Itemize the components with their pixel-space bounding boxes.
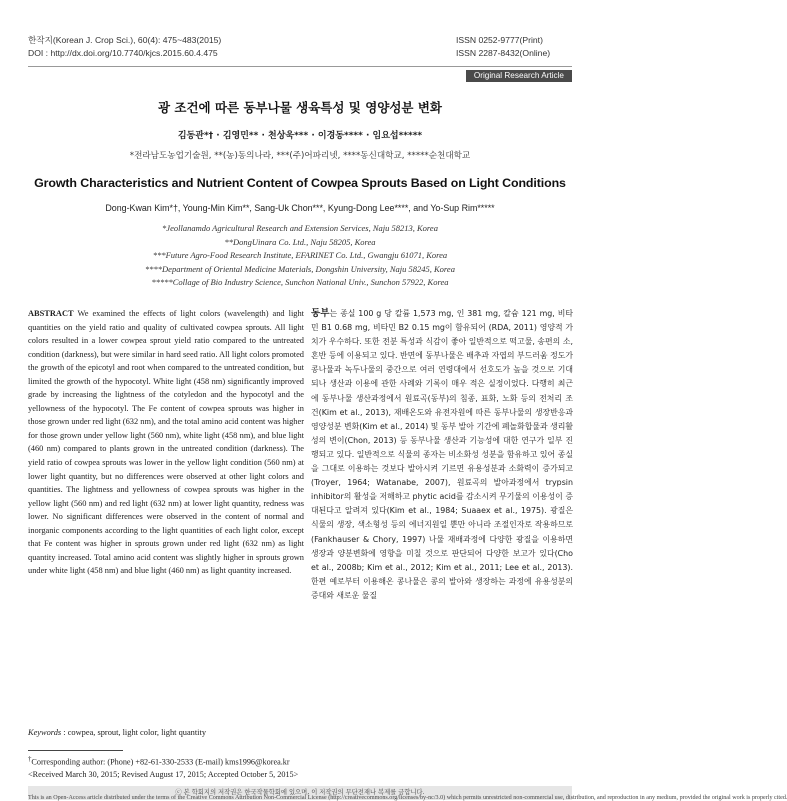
abstract bbox=[28, 307, 304, 578]
corresponding-author: Corresponding author: (Phone) +82-61-330-2533 (E-mail) kms1996@korea.kr bbox=[31, 757, 290, 767]
footnote-divider bbox=[28, 750, 123, 751]
journal-header bbox=[28, 34, 221, 60]
affiliation-line: **DongUinara Co. Ltd., Naju 58205, Korea bbox=[224, 236, 376, 247]
article-type-badge: Original Research Article bbox=[466, 70, 572, 82]
issn-print: ISSN 0252-9777(Print) bbox=[456, 35, 543, 45]
affiliation-line: *Jeollanamdo Agricultural Research and Extension Services, Naju 58213, Korea bbox=[162, 223, 438, 233]
abstract-label: ABSTRACT bbox=[28, 309, 74, 318]
abstract-text: We examined the effects of light colors (wavelength) and light quantities on the yield ratio and quality of cultivated cowpea sprouts. All light colors resulted in a lower cowpea sprout yield ratio compared to the untreated condition (darkness), but were similar in hard seed ratio. All light colors promoted the growth of the epicotyl and root when compared to the untreated condition, but limited the growth of the hypocotyl. White light (458 nm) significantly improved grade by increasing the lightness of the cotyledon and the hypocotyl and the yellowness of the hypocotyl. The Fe content of cowpea sprouts was higher in those grown under red light (632 nm), and the total amino acid content was higher for those grown under yellow light (560 nm), white light (458 nm), and blue light (460 nm) compared to plants grown in the untreated condition (darkness). The yield ratio of cowpea sprouts was lower in the yellow light condition (560 nm) at lower light quantity, but no differences were observed at other light colors and quantities. The lightness and yellowness of cowpea sprouts was higher in the yellow light (560 nm) and red light (632 nm) at lower light quantity, redness was lower. No significant differences were observed in the content of normal and inorganic components according to the light quantities of each light color, except that Fe content was higher in sprouts grown under red light (632 nm) as light quantity increased. Total amino acid content was slightly higher in sprouts grown under white light (458 nm) and blue light (460 nm) as light quantity increased. bbox=[28, 309, 304, 576]
footnote bbox=[28, 754, 298, 782]
header-divider bbox=[28, 66, 572, 67]
title-english: Growth Characteristics and Nutrient Content of Cowpea Sprouts Based on Light Conditions bbox=[34, 176, 566, 190]
authors-english: Dong-Kwan Kim*†, Young-Min Kim**, Sang-Uk Chon***, Kyung-Dong Lee****, and Yo-Sup Rim***** bbox=[105, 203, 495, 213]
license-bar bbox=[28, 786, 787, 801]
received-dates: <Received March 30, 2015; Revised August 17, 2015; Accepted October 5, 2015> bbox=[28, 770, 299, 780]
affiliation-line: ****Department of Oriental Medicine Materials, Dongshin University, Naju 58245, Korea bbox=[145, 263, 455, 274]
keywords bbox=[28, 728, 304, 737]
dagger-mark: † bbox=[28, 756, 32, 763]
journal-citation: 한작지(Korean J. Crop Sci.), 60(4): 475~483(2015) bbox=[28, 35, 222, 45]
copyright-notice: ⓒ 본 학회지의 저작권은 한국작물학회에 있으며, 이 저작권의 무단전재나 복제를 금합니다. bbox=[175, 789, 425, 796]
issn-online: ISSN 2287-8432(Online) bbox=[456, 48, 551, 58]
affiliations-korean: *전라남도농업기술원, **(농)동의나라, ***(주)어파리넷, ****동신대학교, *****순천대학교 bbox=[129, 151, 471, 161]
body-paragraph: 는 종실 100 g 당 칼륨 1,573 mg, 인 381 mg, 칼슘 121 mg, 비타민 B1 0.68 mg, 비타민 B2 0.15 mg이 함유되어 (RDA, 2011) 영양적 가치가 우수하다. 또한 전분 특성과 식감이 좋아 일반적으로 떡고물, 송편의 소, 혼반 등에 이용되고 있다. 반면에 동부나물은 배추과 자엽의 부드러움 정도가 콩나물과 녹두나물의 중간으로 여러 연령대에서 선호도가 높을 것으로 기대되나 생산과 이용에 관한 사례와 기록이 매우 적은 실정이었다. 다행히 최근에 동부나물 생산과정에서 원료곡(동부)의 침종, 표화, 노화 등의 전처리 조건(Kim et al., 2013), 재배온도와 유전자원에 따른 동부나물의 생장반응과 영양성분 변화(Kim et al., 2014) 및 동부 발아 기간에 폐놀화합물과 생리활성의 변이(Chon, 2013) 등 동부나물 생산과 기능성에 대한 연구가 일부 진행되고 있다. 일반적으로 식물의 종자는 비소화성 성분을 함유하고 있어 종실을 그대로 이용하는 것보다 발아시켜 기르면 유용성분과 소화력이 증가되고 (Troyer, 1964; Watanabe, 2007), 원료곡의 발아과정에서 trypsin inhibitor의 활성을 저해하고 phytic acid를 감소시켜 무기물의 이용성이 증대된다고 알려져 있다(Kim et al., 1984; Suaaex et al., 1975). 광질은 식물의 생장, 색소형성 등의 에너지원일 뿐만 아니라 조절인자로 작용하므로(Fankhauser & Chory, 1997) 나물 재배과정에 다양한 광질을 이용하면 생장과 양분변화에 영향을 미칠 것으로 판단되어 다양한 보고가 있다(Cho et al., 2008b; Kim et al., 2012; Kim et al., 2011; Lee et al., 2013). 한편 예로부터 이용해온 콩나물은 콩의 발아와 생장하는 과정에 유용성분의 증대와 새로운 물질 bbox=[311, 309, 573, 600]
body-text-korean bbox=[311, 307, 573, 603]
body-lead-word: 동부 bbox=[311, 308, 330, 319]
title-korean: 광 조건에 따른 동부나물 생육특성 및 영양성분 변화 bbox=[157, 100, 443, 115]
doi-link[interactable]: DOI : http://dx.doi.org/10.7740/kjcs.2015.60.4.475 bbox=[28, 48, 218, 58]
authors-korean: 김동관*† · 김영민** · 천상욱*** · 이경동**** · 임요섭***** bbox=[177, 131, 423, 141]
keywords-text: : cowpea, sprout, light color, light quantity bbox=[63, 728, 207, 737]
keywords-label: Keywords bbox=[28, 728, 62, 737]
affiliation-line: ***Future Agro-Food Research Institute, EFARINET Co. Ltd., Gwangju 61071, Korea bbox=[152, 250, 448, 260]
affiliation-line: *****Collage of Bio Industry Science, Sunchon National Univ., Sunchon 57922, Korea bbox=[151, 277, 449, 287]
open-access-license: This is an Open-Access article distributed under the terms of the Creative Commons Attribution Non-Commercial License (http://creativecommons.org/licenses/by-nc/3.0) which permits unrestricted non-commercial use, distribution, and reproduction in any medium, provided the original work is properly cited. bbox=[28, 795, 787, 801]
issn-block bbox=[456, 34, 550, 60]
affiliations-english bbox=[0, 222, 600, 290]
